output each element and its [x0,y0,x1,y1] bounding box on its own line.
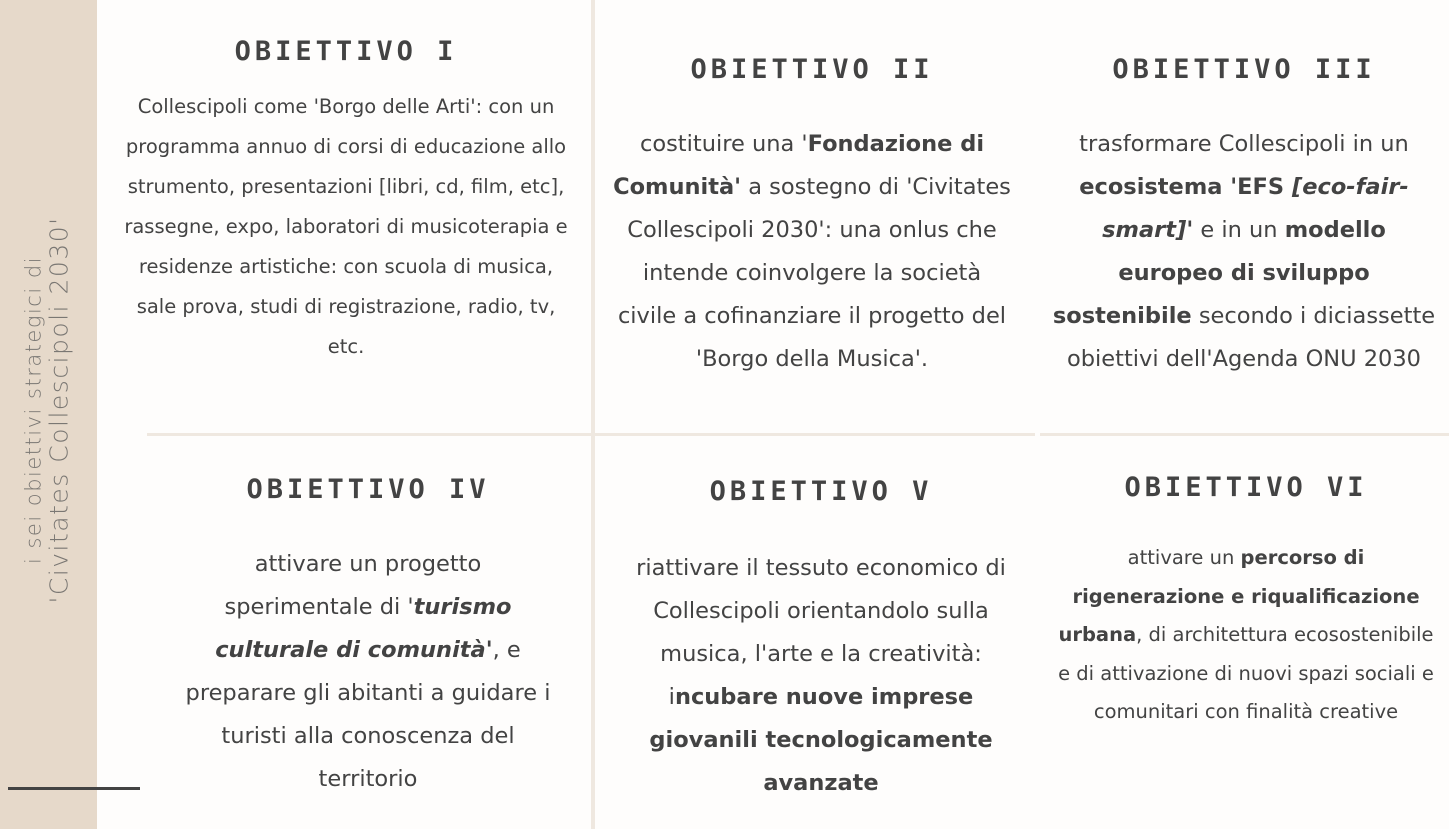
vertical-divider [591,0,595,829]
text-segment: [eco-fair-smart] [1102,174,1409,243]
horizontal-divider-left [147,433,1035,436]
text-segment: attivare un [1127,546,1241,569]
objective-text [612,123,1012,381]
text-segment: ncubare nuove imprese giovanili tecnologicamente avanzate [649,684,993,796]
objective-card-1 [118,36,574,367]
side-title [22,216,75,603]
text-segment: modello europeo di sviluppo sostenibile [1052,217,1386,329]
text-segment: secondo i diciassette obiettivi dell'Agenda ONU 2030 [1067,303,1436,372]
text-segment: a sostegno di 'Civitates Collescipoli 2030': una onlus che intende coinvolgere la società civile a cofinanziare il progetto del 'Borgo della Musica'. [617,174,1011,372]
text-segment: ' [1186,217,1194,243]
text-segment: Collescipoli come 'Borgo delle Arti': con un programma annuo di corsi di educazione allo strumento, presentazioni [libri, cd, film, etc], rassegne, expo, laboratori di musicoterapia e residenze artistiche: con scuola di musica, sale prova, studi di registrazione, radio, tv, etc. [124,95,568,358]
objective-card-2 [612,54,1012,381]
objective-heading: OBIETTIVO II [690,54,934,85]
objective-text [178,543,558,801]
objective-text [118,87,574,367]
objective-heading: OBIETTIVO VI [1124,472,1368,503]
objective-heading: OBIETTIVO III [1112,54,1376,85]
text-segment: turismo culturale di comunità' [215,594,512,663]
text-segment: riattivare il tessuto economico di Collescipoli orientandolo sulla musica, l'arte e la creatività: i [636,555,1006,710]
objective-heading: OBIETTIVO I [234,36,458,67]
objective-heading: OBIETTIVO IV [246,474,490,505]
text-segment: Fondazione di Comunità' [613,131,985,200]
side-rule [8,787,140,790]
side-title-line1: i sei obiettivi strategici di [21,255,46,565]
objective-card-6 [1052,472,1440,732]
objective-text [1052,123,1436,381]
text-segment: , e preparare gli abitanti a guidare i turisti alla conoscenza del territorio [185,637,551,792]
side-band [0,0,97,829]
text-segment: attivare un progetto sperimentale di ' [224,551,482,620]
text-segment: e in un [1193,217,1285,243]
objective-text [1052,539,1440,732]
objective-card-4 [178,474,558,801]
side-title-line2: 'Civitates Collescipoli 2030' [44,216,74,604]
objective-heading: OBIETTIVO V [709,476,933,507]
objective-card-5 [612,476,1030,805]
text-segment: costituire una ' [639,131,808,157]
objective-card-3 [1052,54,1436,381]
text-segment: ecosistema 'EFS [1079,174,1292,200]
objective-text [612,547,1030,805]
text-segment: trasformare Collescipoli in un [1079,131,1409,157]
text-segment: , di architettura ecosostenibile e di attivazione di nuovi spazi sociali e comunitari con finalità creative [1058,623,1434,723]
horizontal-divider-right [1040,433,1449,436]
text-segment: percorso di rigenerazione e riqualificazione urbana [1058,546,1420,646]
